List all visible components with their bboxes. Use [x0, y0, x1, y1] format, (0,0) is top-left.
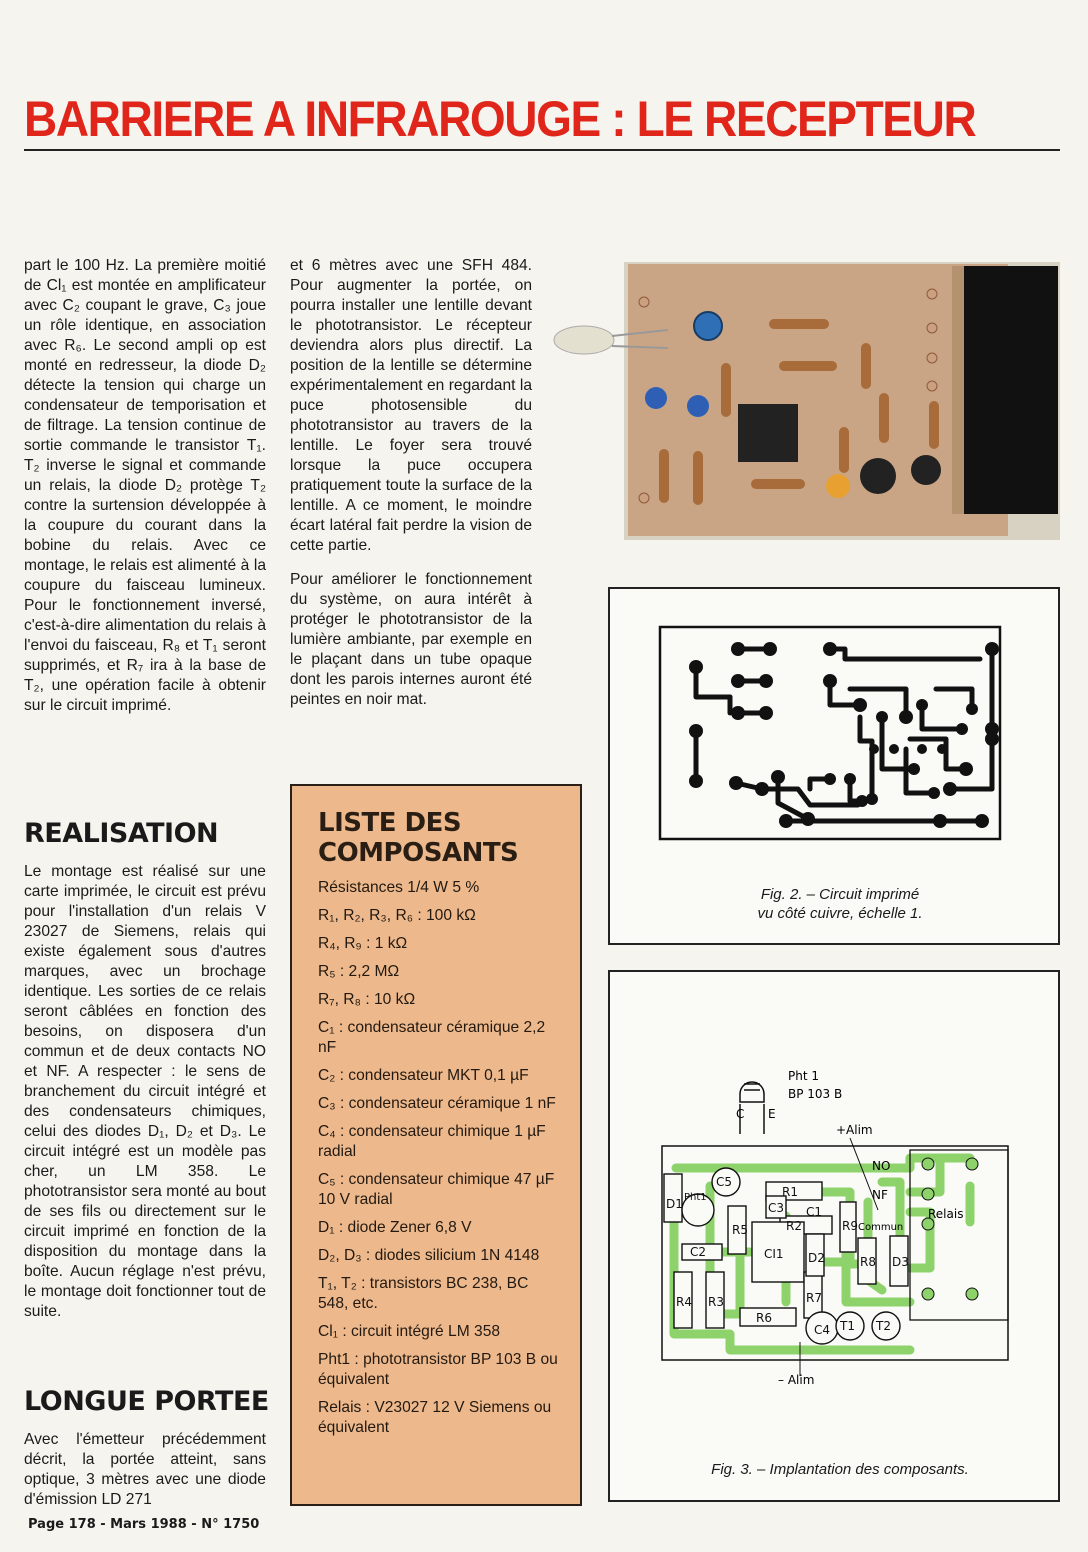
- label-no: NO: [872, 1159, 891, 1173]
- components-list: [318, 878, 558, 1438]
- relay-photo: [958, 266, 1058, 514]
- page-footer: Page 178 - Mars 1988 - N° 1750: [28, 1517, 260, 1532]
- col1-paragraph-3: Avec l'émetteur précédemment décrit, la portée atteint, sans optique, 3 mètres avec une diode d'émission LD 271: [24, 1431, 266, 1508]
- component-item: C₅ : condensateur chimique 47 µF 10 V radial: [318, 1171, 555, 1208]
- col1-paragraph-2: Le montage est réalisé sur une carte imprimée, le circuit est prévu pour l'installation d'un relais V 23027 de Siemens, relais qui existe également sous d'autres marques, avec un brochage identique. Les sorties de ce relais seront câblées en fonction des besoins, on disposera d'un commun et de deux contacts NO et NF. A respecter : le sens de branchement du circuit intégré et des condensateurs chimiques, celui des diodes D₁, D₂ et D₃. Le circuit intégré est un modèle pas cher, un LM 358. Le phototransistor sera monté au bout de ses fils ou directement sur le circuit imprimé en fonction de la disposition du montage dans la boîte. Aucun réglage n'est prévu, le montage doit fonctionner tout de suite.: [24, 863, 266, 1320]
- component-item: Relais : V23027 12 V Siemens ou équivalent: [318, 1399, 552, 1436]
- label-r4: R4: [676, 1295, 692, 1309]
- label-c3: C3: [768, 1201, 785, 1215]
- label-alim-minus: – Alim: [778, 1373, 815, 1387]
- component-item: R₁, R₂, R₃, R₆ : 100 kΩ: [318, 907, 476, 924]
- col1-paragraph-1: part le 100 Hz. La première moitié de Cl₁ est montée en amplificateur avec C₂ coupant le grave, C₃ joue un rôle identique, en association avec R₆. Le second ampli op est monté en redresseur, la diode D₂ détecte la tension qui charge un condensateur de temporisation et de filtrage. La tension continue de sortie commande le transistor T₁. T₂ inverse le signal et commande un relais, la diode D₂ protège T₂ contre la surtension développée à la coupure du courant dans la bobine du relais. Avec ce montage, le relais est alimenté à la coupure du faisceau lumineux. Pour le fonctionnement inversé, c'est-à-dire alimentation du relais à l'envoi du faisceau, R₈ et T₁ seront supprimés, et R₇ ira à la base de T₂, une opération facile à obtenir sur le circuit imprimé.: [24, 257, 266, 714]
- label-alim-plus: +Alim: [836, 1123, 873, 1137]
- label-c1: C1: [806, 1205, 823, 1219]
- component-item: D₂, D₃ : diodes silicium 1N 4148: [318, 1247, 540, 1264]
- heading-realisation: REALISATION: [24, 818, 219, 849]
- component-item: C₄ : condensateur chimique 1 µF radial: [318, 1123, 546, 1160]
- label-r6: R6: [756, 1311, 772, 1325]
- label-r7: R7: [806, 1291, 822, 1305]
- label-commun: Commun: [858, 1222, 904, 1233]
- components-list-box: [290, 784, 582, 1506]
- label-d1: D1: [666, 1197, 683, 1211]
- label-pin-c: C: [736, 1107, 745, 1121]
- component-layout-drawing: [610, 972, 1058, 1500]
- component-item: R₅ : 2,2 MΩ: [318, 963, 400, 980]
- component-item: T₁, T₂ : transistors BC 238, BC 548, etc.: [318, 1275, 529, 1312]
- component-item: C₂ : condensateur MKT 0,1 µF: [318, 1067, 529, 1084]
- label-c4: C4: [814, 1323, 831, 1337]
- label-r2: R2: [786, 1219, 802, 1233]
- label-relais: Relais: [928, 1207, 964, 1221]
- fig3-frame: [608, 970, 1060, 1502]
- label-pht1: Pht1: [684, 1192, 707, 1203]
- fig3-caption: Fig. 3. – Implantation des composants.: [711, 1461, 969, 1478]
- label-r3: R3: [708, 1295, 724, 1309]
- fig2-frame: [608, 587, 1060, 945]
- component-item: Résistances 1/4 W 5 %: [318, 879, 480, 896]
- label-d3: D3: [892, 1255, 909, 1269]
- component-item: R₄, R₉ : 1 kΩ: [318, 935, 408, 952]
- label-nf: NF: [872, 1188, 888, 1202]
- label-ci1: CI1: [764, 1247, 784, 1261]
- heading-longue-portee: LONGUE PORTEE: [24, 1386, 269, 1417]
- title-rule: [24, 149, 1060, 151]
- label-pht-name: Pht 1: [788, 1069, 819, 1083]
- label-r8: R8: [860, 1255, 876, 1269]
- ic-photo: [738, 404, 798, 462]
- components-title: LISTE DES COMPOSANTS: [318, 808, 519, 868]
- column-1b: [24, 862, 266, 1336]
- label-d2: D2: [808, 1251, 825, 1265]
- label-r5: R5: [732, 1223, 748, 1237]
- label-r1: R1: [782, 1185, 798, 1199]
- component-item: Cl₁ : circuit intégré LM 358: [318, 1323, 501, 1340]
- column-1c: [24, 1430, 266, 1524]
- column-2: [290, 256, 532, 724]
- article-title: BARRIERE A INFRAROUGE : LE RECEPTEUR: [24, 91, 976, 147]
- component-item: C₃ : condensateur céramique 1 nF: [318, 1095, 556, 1112]
- receiver-board-photo: [548, 258, 1060, 540]
- label-pht-model: BP 103 B: [788, 1087, 843, 1101]
- label-t2: T2: [876, 1319, 891, 1333]
- column-1: [24, 256, 266, 730]
- component-item: R₇, R₈ : 10 kΩ: [318, 991, 416, 1008]
- label-pin-e: E: [768, 1107, 776, 1121]
- label-t1: T1: [840, 1319, 855, 1333]
- label-c5: C5: [716, 1175, 733, 1189]
- label-c2: C2: [690, 1245, 707, 1259]
- component-item: D₁ : diode Zener 6,8 V: [318, 1219, 472, 1236]
- col2-paragraph-1: et 6 mètres avec une SFH 484. Pour augmenter la portée, on pourra installer une lentille devant le phototransistor. Le récepteur deviendra alors plus directif. La position de la lentille se détermine expérimentalement en regardant la puce photosensible du phototransistor au travers de la lentille. Le foyer sera trouvé lorsque la puce occupera pratiquement toute la surface de la lentille. A ce moment, le moindre écart latéral fait perdre la vision de cette partie.: [290, 257, 532, 554]
- fig2-caption: Fig. 2. – Circuit imprimé vu côté cuivre, échelle 1.: [757, 886, 923, 922]
- component-item: Pht1 : phototransistor BP 103 B ou équivalent: [318, 1351, 558, 1388]
- label-r9: R9: [842, 1219, 858, 1233]
- component-item: C₁ : condensateur céramique 2,2 nF: [318, 1019, 546, 1056]
- col2-paragraph-2: Pour améliorer le fonctionnement du système, on aura intérêt à protéger le phototransistor de la lumière ambiante, par exemple en le plaçant dans un tube opaque dont les parois internes auront été peintes en noir mat.: [290, 571, 532, 708]
